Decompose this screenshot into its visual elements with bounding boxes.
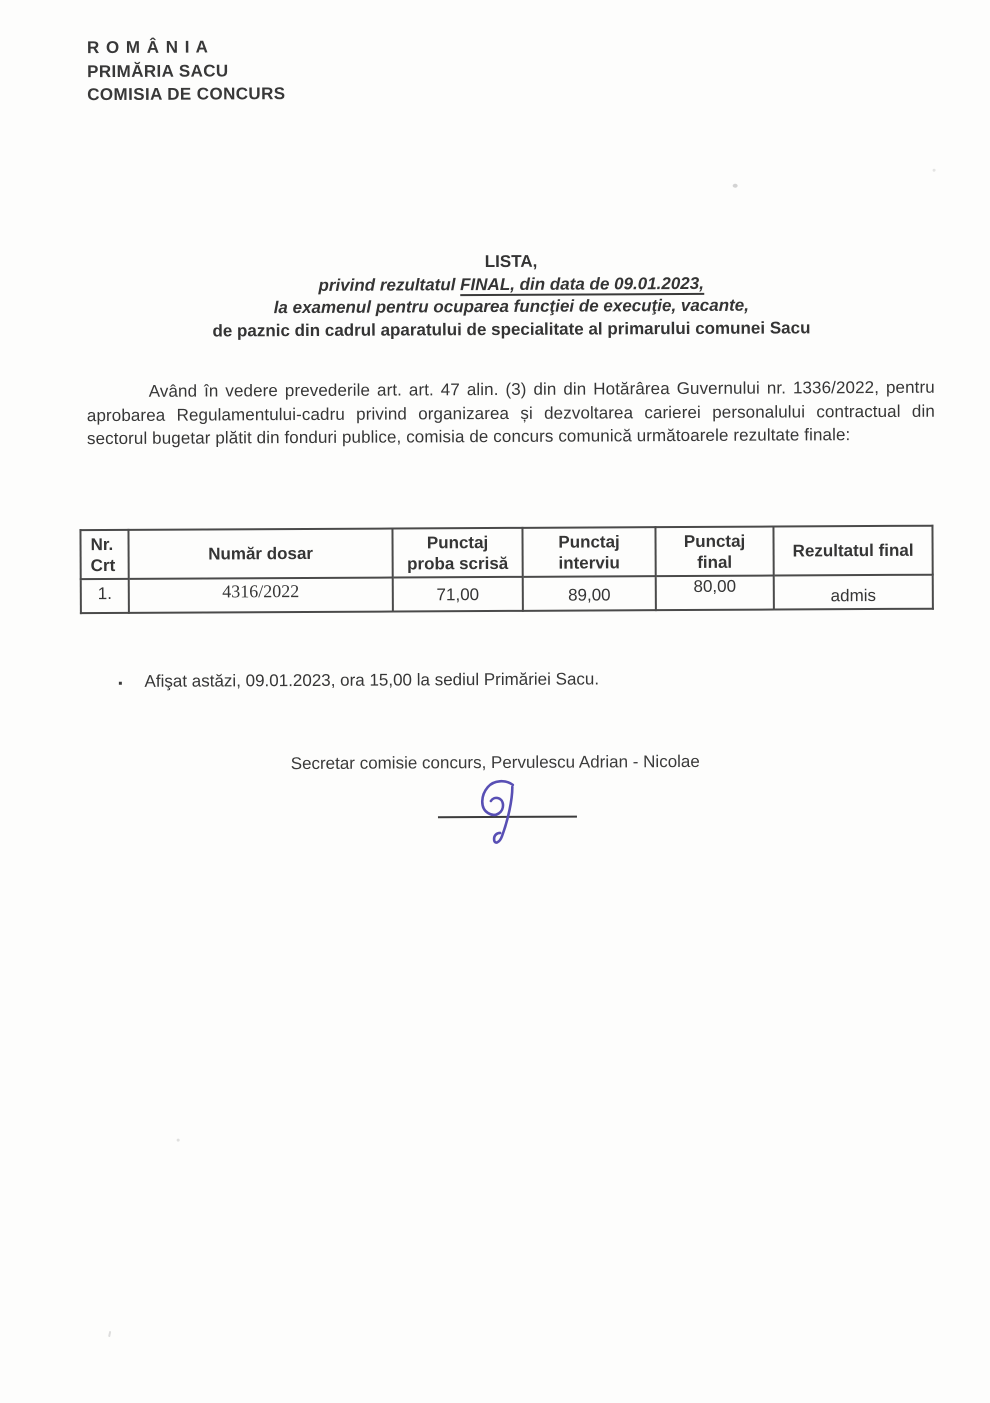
body-paragraph: Având în vedere prevederile art. art. 47 alin. (3) din din Hotărârea Guvernului nr. 1336/2022, pentru aprobarea Regulamentului-cadru privind organizarea și dezvoltarea carierei personalului contractual din sectorul bugetar plătit din fonduri publice, comisia de concurs comunică următoarele rezultate finale: xyxy=(86,377,935,449)
letterhead-institution: PRIMĂRIA SACU xyxy=(87,60,229,81)
scan-speck xyxy=(933,169,936,172)
table-row xyxy=(81,575,933,613)
cell-numar-dosar: 4316/2022 xyxy=(129,574,393,609)
letterhead xyxy=(87,35,286,107)
cell-nr-crt: 1. xyxy=(81,577,129,611)
posting-notice-text: Afişat astăzi, 09.01.2023, ora 15,00 la sediul Primăriei Sacu. xyxy=(144,669,600,691)
scan-speck xyxy=(177,1139,180,1142)
square-bullet-icon: ▪ xyxy=(118,675,123,690)
title-line-1: LISTA, xyxy=(484,251,538,272)
signature-loop-stroke xyxy=(482,781,513,815)
scan-speck xyxy=(733,184,738,188)
cell-rezultat-final: admis xyxy=(774,579,933,614)
header-punctaj-interviu: Punctaj interviu xyxy=(522,527,655,577)
title-line-3: la examenul pentru ocuparea funcţiei de execuţie, vacante, xyxy=(273,295,749,318)
header-numar-dosar: Număr dosar xyxy=(128,529,392,579)
letterhead-country: R O M Â N I A xyxy=(86,37,209,58)
document-title xyxy=(34,248,988,343)
cell-punctaj-proba-scrisa: 71,00 xyxy=(393,578,523,613)
results-table xyxy=(79,525,933,614)
header-punctaj-final: Punctaj final xyxy=(655,527,773,577)
header-punctaj-proba-scrisa: Punctaj proba scrisă xyxy=(392,528,522,578)
letterhead-committee: COMISIA DE CONCURS xyxy=(87,84,286,105)
title-line-2-prefix: privind rezultatul xyxy=(318,274,461,295)
signature-label: Secretar comisie concurs, Pervulescu Adrian - Nicolae xyxy=(290,751,700,774)
title-line-4: de paznic din cadrul aparatului de specialitate al primarului comunei Sacu xyxy=(212,317,811,340)
cell-punctaj-final: 80,00 xyxy=(656,570,774,605)
header-nr-crt: Nr. Crt xyxy=(80,530,128,579)
header-rezultat-final: Rezultatul final xyxy=(773,526,932,576)
posting-notice xyxy=(118,669,599,695)
cell-punctaj-interviu: 89,00 xyxy=(523,578,656,613)
table-header-row xyxy=(80,526,932,579)
scan-speck xyxy=(108,1331,111,1337)
handwritten-signature xyxy=(456,772,536,856)
title-line-2-underlined: FINAL, din data de 09.01.2023, xyxy=(460,273,704,294)
